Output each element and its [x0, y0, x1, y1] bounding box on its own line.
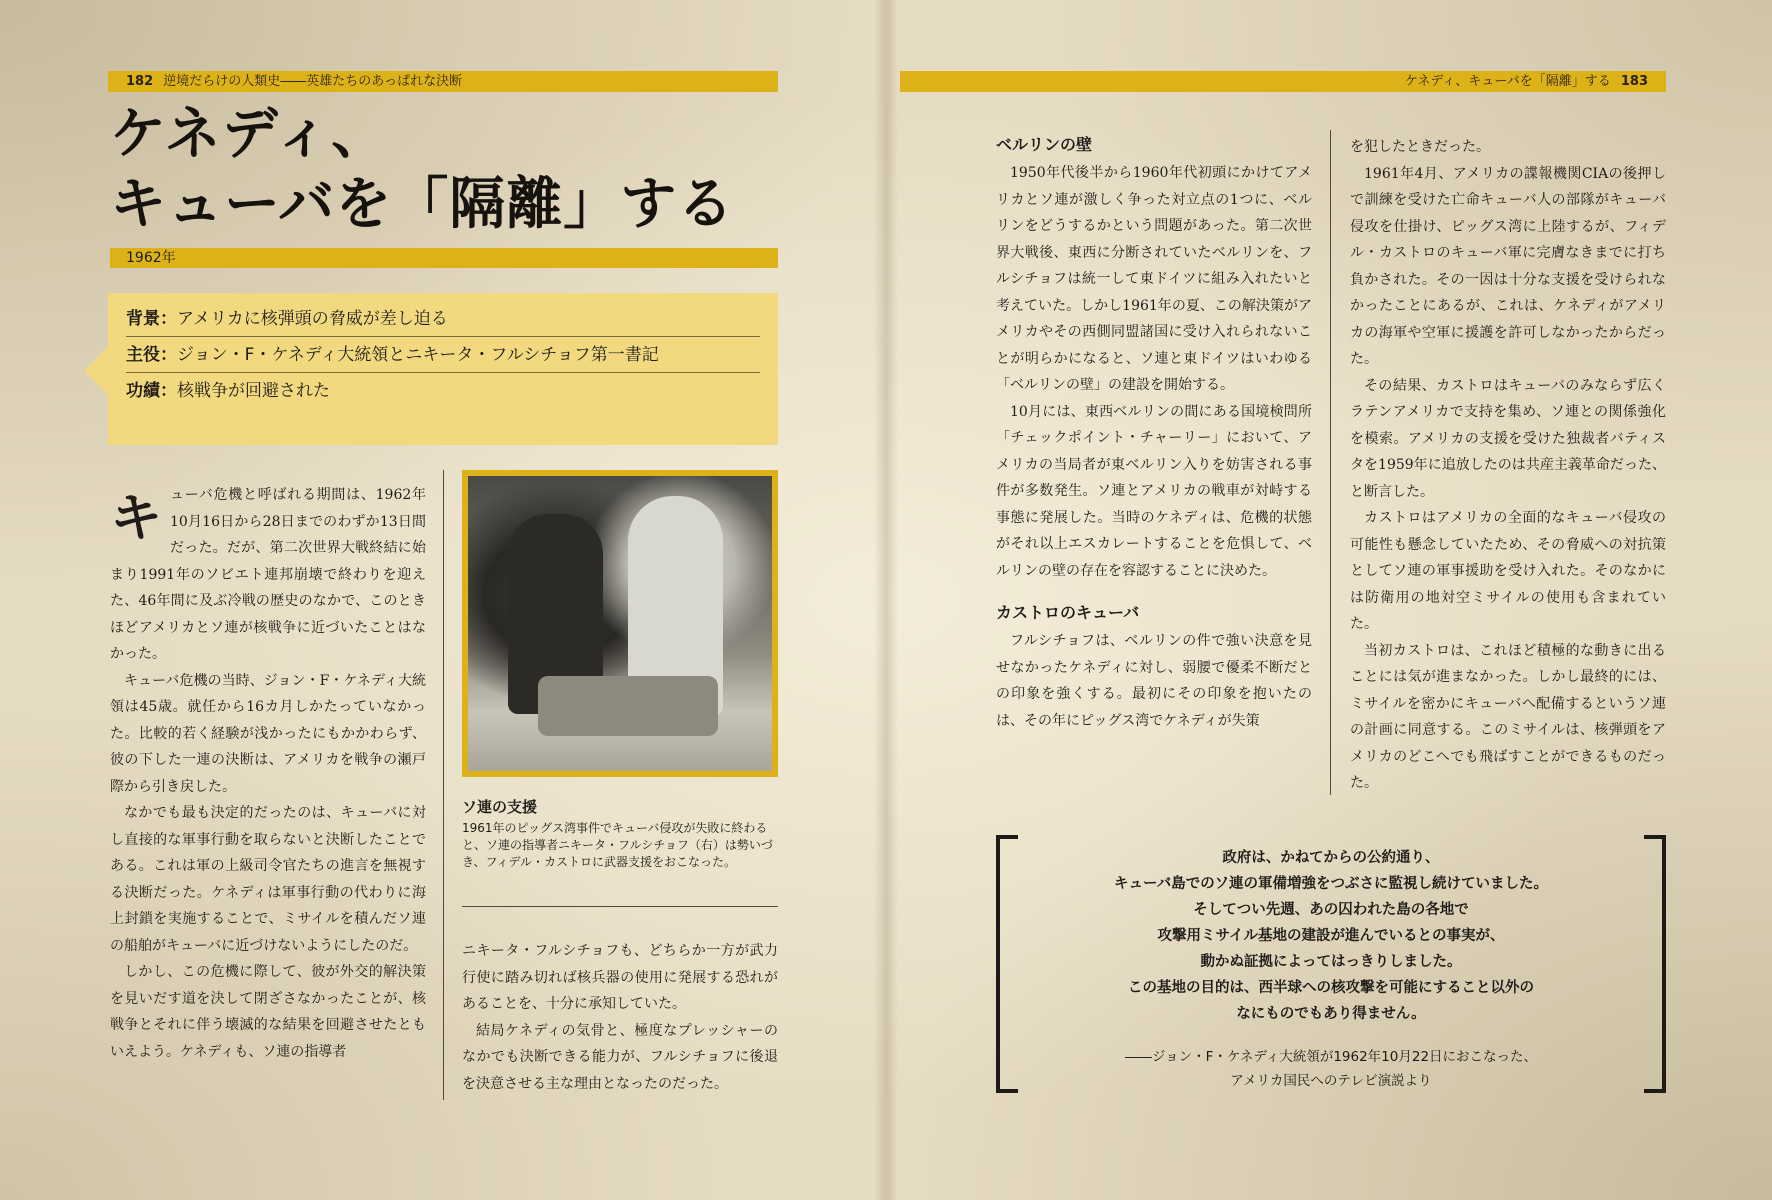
article-title [110, 100, 770, 240]
paragraph: 結局ケネディの気骨と、極度なプレッシャーのなかでも決断できる能力が、フルシチョフに後退を決意させる主な理由となったのだった。 [462, 1022, 778, 1092]
fact-text: ジョン・F・ケネディ大統領とニキータ・フルシチョフ第一書記 [177, 345, 659, 365]
paragraph: 1961年4月、アメリカの諜報機関CIAの後押しで訓練を受けた亡命キューバ人の部隊がキューバ侵攻を仕掛け、ピッグス湾に上陸するが、フィデル・カストロのキューバ軍に完膚なきまでに打ち負かされた。その一因は十分な支援を受けられなかったことにあるが、これは、ケネディがアメリカの海軍や空軍に援護を許可しなかったからだった。 [1350, 165, 1666, 367]
paragraph: なかでも最も決定的だったのは、キューバに対し直接的な軍事行動を取らないと決断したことである。これは軍の上級司令官たちの進言を無視する決断だった。ケネディは軍事行動の代わりに海上封鎖を実施することで、ミサイルを積んだソ連の船舶がキューバに近づけないようにしたのだ。 [110, 805, 426, 954]
column-rule [443, 470, 444, 1100]
quote-line: 攻撃用ミサイル基地の建設が進んでいるとの事実が、 [1157, 927, 1505, 944]
paragraph: を犯したときだった。 [1350, 139, 1490, 155]
fact-box [108, 293, 778, 445]
quote-line: この基地の目的は、西半球への核攻撃を可能にすること以外の [1128, 979, 1534, 996]
body-column-4 [1350, 134, 1666, 797]
paragraph: 10月には、東西ベルリンの間にある国境検問所「チェックポイント・チャーリー」において、アメリカの当局者が東ベルリン入りを妨害される事件が多数発生。ソ連とアメリカの戦車が対峙する事態に発展した。当時のケネディは、危機的状態がそれ以上エスカレートすることを危惧して、ベルリンの壁の存在を容認することに決めた。 [996, 403, 1312, 579]
paragraph [110, 482, 426, 668]
paragraph: その結果、カストロはキューバのみならず広くラテンアメリカで支持を集め、ソ連との関係強化を模索。アメリカの支援を受けた独裁者バティスタを1959年に追放したのは共産主義革命だった、と断言した。 [1350, 377, 1666, 500]
drop-cap: キ [110, 489, 163, 549]
left-running-header [108, 71, 778, 92]
quote-attribution: アメリカ国民へのテレビ演説より [1230, 1073, 1432, 1089]
fact-protagonists [126, 338, 760, 373]
page-gutter [874, 0, 898, 1200]
caption-text: 1961年のピッグス湾事件でキューバ侵攻が失敗に終わると、ソ連の指導者ニキータ・フルシチョフ（右）は勢いづき、フィデル・カストロに武器支援をおこなった。 [462, 821, 773, 869]
paragraph-text: ューバ危機と呼ばれる期間は、1962年10月16日から28日までのわずか13日間だった。だが、第二次世界大戦終結に始まり1991年のソビエト連邦崩壊で終わりを迎えた、46年間に及ぶ冷戦の歴史のなかで、このときほどアメリカとソ連が核戦争に近づいたことはなかった。 [110, 487, 426, 662]
caption-title: ソ連の支援 [462, 798, 538, 816]
paragraph: 当初カストロは、これほど積極的な動きに出ることには気が進まなかった。しかし最終的には、ミサイルを密かにキューバへ配備するというソ連の計画に同意する。このミサイルは、核弾頭をアメリカのどこへでも飛ばすことができるものだった。 [1350, 642, 1666, 791]
quote-line: 動かぬ証拠によってはっきりしました。 [1200, 953, 1462, 970]
photo-rock [538, 676, 718, 736]
right-header-text: ケネディ、キューバを「隔離」する [1404, 74, 1611, 89]
fact-label: 背景： [126, 309, 177, 329]
caption-rule [462, 906, 778, 907]
paragraph: しかし、この危機に際して、彼が外交的解決策を見いだす道を決して閉ざさなかったことが、核戦争とそれに伴う壊滅的な結果を回避させたともいえよう。ケネディも、ソ連の指導者 [110, 964, 426, 1060]
quote-line: なにものでもあり得ません。 [1236, 1005, 1426, 1022]
right-page-number: 183 [1620, 74, 1648, 89]
title-line-1: ケネディ、 [110, 102, 389, 167]
fact-text: 核戦争が回避された [177, 381, 330, 401]
fact-label: 功績： [126, 381, 177, 401]
photo-frame [462, 470, 778, 777]
paragraph: 1950年代後半から1960年代初頭にかけてアメリカとソ連が激しく争った対立点の1つに、ベルリンをどうするかという問題があった。第二次世界大戦後、東西に分断されていたベルリンを、フルシチョフは統一して東ドイツに組み入れたいと考えていた。しかし1961年の夏、この解決策がアメリカやその西側同盟諸国に受け入れられないことが明らかになると、ソ連と東ドイツはいわゆる「ベルリンの壁」の建設を開始する。 [996, 165, 1312, 393]
body-column-3 [996, 130, 1312, 734]
year-band: 1962年 [110, 248, 778, 268]
fact-label: 主役： [126, 345, 177, 365]
subheading-castro-cuba: カストロのキューバ [996, 603, 1140, 622]
quote-line: そしてつい先週、あの囚われた島の各地で [1193, 901, 1469, 918]
body-column-1 [110, 482, 426, 1065]
photo-caption [462, 796, 778, 871]
fact-achievement [126, 374, 760, 408]
quote-line: 政府は、かねてからの公約通り、 [1222, 849, 1440, 866]
quote-line: キューバ島でのソ連の軍備増強をつぶさに監視し続けていました。 [1114, 875, 1548, 892]
historical-photo [468, 476, 772, 771]
quote-attribution: ――ジョン・F・ケネディ大統領が1962年10月22日におこなった、 [1124, 1049, 1538, 1065]
left-header-text: 逆境だらけの人類史――英雄たちのあっぱれな決断 [163, 74, 463, 89]
paragraph: フルシチョフは、ベルリンの件で強い決意を見せなかったケネディに対し、弱腰で優柔不断だとの印象を強くする。最初にその印象を抱いたのは、その年にピッグス湾でケネディが失策 [996, 633, 1312, 729]
paragraph: ニキータ・フルシチョフも、どちらか一方が武力行使に踏み切れば核兵器の使用に発展する恐れがあることを、十分に承知していた。 [462, 943, 778, 1012]
right-running-header [900, 71, 1666, 92]
subheading-berlin-wall: ベルリンの壁 [996, 135, 1093, 154]
left-page-number: 182 [126, 74, 154, 89]
paragraph: カストロはアメリカの全面的なキューバ侵攻の可能性も懸念していたため、その脅威への対抗策としてソ連の軍事援助を受け入れた。そのなかには防衛用の地対空ミサイルの使用も含まれていた。 [1350, 510, 1666, 632]
body-column-2 [462, 938, 778, 1097]
fact-text: アメリカに核弾頭の脅威が差し迫る [177, 309, 448, 329]
title-line-2: キューバを「隔離」する [110, 172, 735, 237]
paragraph: キューバ危機の当時、ジョン・F・ケネディ大統領は45歳。就任から16カ月しかたっていなかった。比較的若く経験が浅かったにもかかわらず、彼の下した一連の決断は、アメリカを戦争の瀬戸際から引き戻した。 [110, 672, 426, 795]
column-rule [1330, 130, 1331, 795]
fact-background [126, 302, 760, 337]
pull-quote [996, 835, 1666, 1093]
